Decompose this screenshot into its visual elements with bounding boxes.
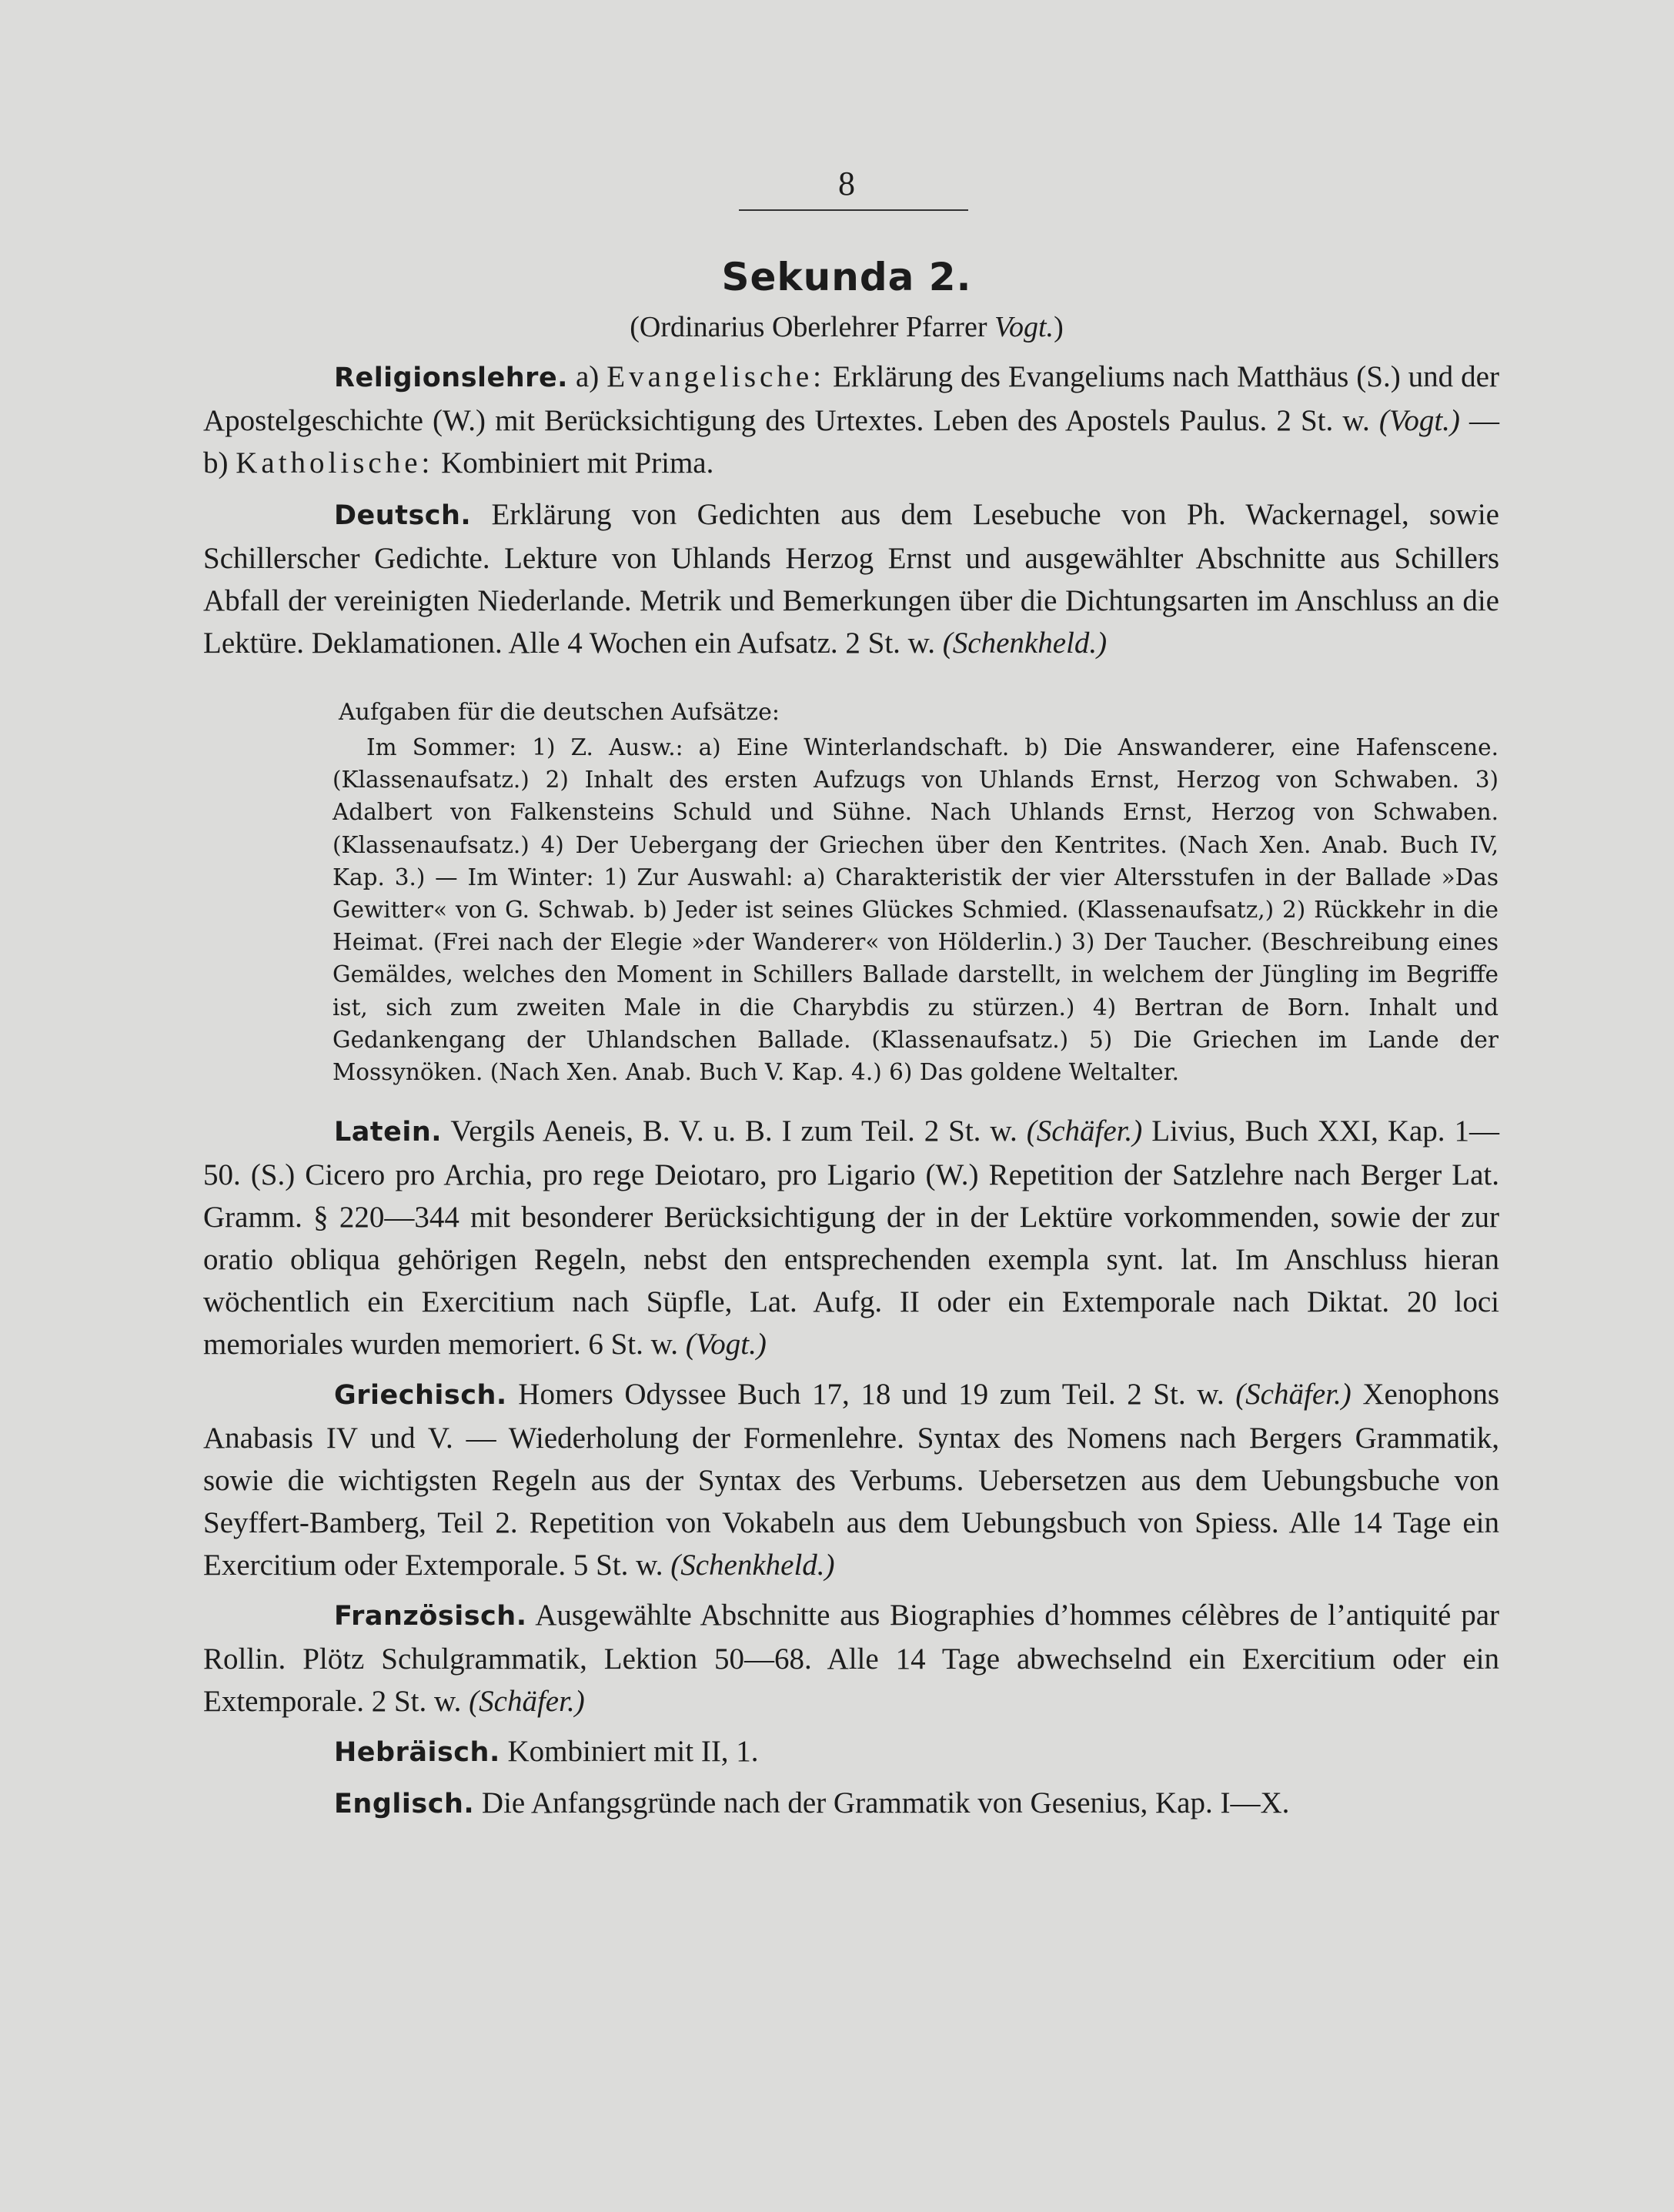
teacher-name: (Schenkheld.) (670, 1549, 835, 1582)
text-fragment: Kombiniert mit II, 1. (500, 1735, 759, 1768)
paragraph-griechisch (203, 1373, 1499, 1586)
subject-franzoesisch: Französisch. (334, 1601, 527, 1632)
teacher-name: (Schäfer.) (469, 1685, 585, 1718)
text-fragment: a) (567, 360, 607, 393)
paragraph-englisch (203, 1782, 1499, 1826)
subject-griechisch: Griechisch. (334, 1380, 507, 1411)
essay-topics-heading: Aufgaben für die deutschen Aufsätze: (339, 699, 780, 726)
teacher-name: (Vogt.) (685, 1328, 767, 1361)
paragraph-hebraeisch (203, 1730, 1499, 1774)
page-number: 8 (838, 165, 855, 202)
paragraph-religion (203, 356, 1499, 484)
text-fragment: Erklärung des Evangeliums nach Matthäus (S.) und der Apostelgeschichte (W.) mit Berücksichtigung des Urtextes. Leben des Apostels Paulus. 2 St. w. (203, 360, 1499, 437)
teacher-name: (Schäfer.) (1235, 1378, 1352, 1411)
text-fragment: Erklärung von Gedichten aus dem Lesebuche von Ph. Wackernagel, sowie Schillerscher Gedichte. Lekture von Uhlands Herzog Ernst und ausgewählter Abschnitte aus Schillers Abfall der vereinigten Niederlande. Metrik und Bemerkungen über die Dichtungsarten im Anschluss an die Lektüre. Deklamationen. Alle 4 Wochen ein Aufsatz. 2 St. w. (203, 498, 1499, 660)
text-fragment: Die Anfangsgründe nach der Grammatik von Gesenius, Kap. I—X. (474, 1786, 1290, 1819)
subject-latein: Latein. (334, 1117, 443, 1148)
paragraph-franzoesisch (203, 1594, 1499, 1722)
text-fragment: Xenophons Anabasis IV und V. — Wiederholung der Formenlehre. Syntax des Nomens nach Bergers Grammatik, sowie die wichtigsten Regeln aus der Syntax des Verbums. Uebersetzen aus dem Uebungsbuche von Seyffert-Bamberg, Teil 2. Repetition von Vokabeln aus dem Uebungsbuch von Spiess. Alle 14 Tage ein Exercitium oder Extemporale. 5 St. w. (203, 1378, 1499, 1582)
section-block-upper (203, 356, 1499, 664)
subtitle-suffix: ) (1054, 311, 1064, 343)
text-fragment: Homers Odyssee Buch 17, 18 und 19 zum Teil. 2 St. w. (506, 1378, 1236, 1411)
section-block-lower (203, 1110, 1499, 1826)
section-subtitle (462, 306, 1231, 348)
teacher-name: (Schenkheld.) (942, 627, 1108, 660)
page-number-rule (739, 209, 968, 211)
paragraph-latein (203, 1110, 1499, 1365)
text-fragment: — b) (203, 404, 1500, 479)
text-fragment: Vergils Aeneis, B. V. u. B. I zum Teil. 2 St. w. (442, 1114, 1027, 1148)
subject-religion: Religionslehre. (334, 363, 568, 393)
text-fragment: Ausgewählte Abschnitte aus Biographies d’hommes célèbres de l’antiquité par Rollin. Plötz Schulgrammatik, Lektion 50—68. Alle 14 Tage abwechselnd ein Exercitium oder ein Extemporale. 2 St. w. (203, 1599, 1499, 1718)
section-title: Sekunda 2. (721, 255, 972, 299)
label-katholisch: Katholische: (236, 446, 434, 479)
text-fragment: Kombiniert mit Prima. (433, 446, 714, 479)
subject-deutsch: Deutsch. (334, 500, 472, 531)
essay-topics-text: Im Sommer: 1) Z. Ausw.: a) Eine Winterlandschaft. b) Die Answanderer, eine Hafenscene. (Klassenaufsatz.) 2) Inhalt des ersten Aufzugs von Uhlands Ernst, Herzog von Schwaben. 3) Adalbert von Falkensteins Schuld und Sühne. Nach Uhlands Ernst, Herzog von Schwaben. (Klassenaufsatz.) 4) Der Uebergang der Griechen über den Kentrites. (Nach Xen. Anab. Buch IV, Kap. 3.) — Im Winter: 1) Zur Auswahl: a) Charakteristik der vier Altersstufen in der Ballade »Das Gewitter« von G. Schwab. b) Jeder ist seines Glückes Schmied. (Klassenaufsatz,) 2) Rückkehr in die Heimat. (Frei nach der Elegie »der Wanderer« von Hölderlin.) 3) Der Taucher. (Beschreibung eines Gemäldes, welches den Moment in Schillers Ballade darstellt, in welchem der Jüngling im Begriffe ist, sich zum zweiten Male in die Charybdis zu stürzen.) 4) Bertran de Born. Inhalt und Gedankengang der Uhlandschen Ballade. (Klassenaufsatz.) 5) Die Griechen im Lande der Mossynöken. (Nach Xen. Anab. Buch V. Kap. 4.) 6) Das goldene Weltalter. (332, 734, 1499, 1086)
subtitle-teacher: Vogt. (994, 311, 1054, 343)
teacher-name: (Vogt.) (1378, 404, 1460, 437)
subtitle-prefix: (Ordinarius Oberlehrer Pfarrer (630, 311, 994, 343)
teacher-name: (Schäfer.) (1026, 1114, 1143, 1148)
label-evangelisch: Evangelische: (606, 360, 826, 393)
paragraph-deutsch (203, 493, 1499, 664)
subject-englisch: Englisch. (334, 1789, 475, 1819)
essay-topics-list (332, 731, 1499, 1088)
text-fragment: Livius, Buch XXI, Kap. 1—50. (S.) Cicero pro Archia, pro rege Deiotaro, pro Ligario (W.) Repetition der Satzlehre nach Berger Lat. Gramm. § 220—344 mit besonderer Berücksichtigung der in der Lektüre vorkommenden, sowie der zur oratio obliqua gehörigen Regeln, nebst den entsprechenden exempla synt. lat. Im Anschluss hieran wöchentlich ein Exercitium nach Süpfle, Lat. Aufg. II oder ein Extemporale nach Diktat. 20 loci memoriales wurden memoriert. 6 St. w. (203, 1114, 1499, 1361)
subject-hebraeisch: Hebräisch. (334, 1737, 500, 1768)
